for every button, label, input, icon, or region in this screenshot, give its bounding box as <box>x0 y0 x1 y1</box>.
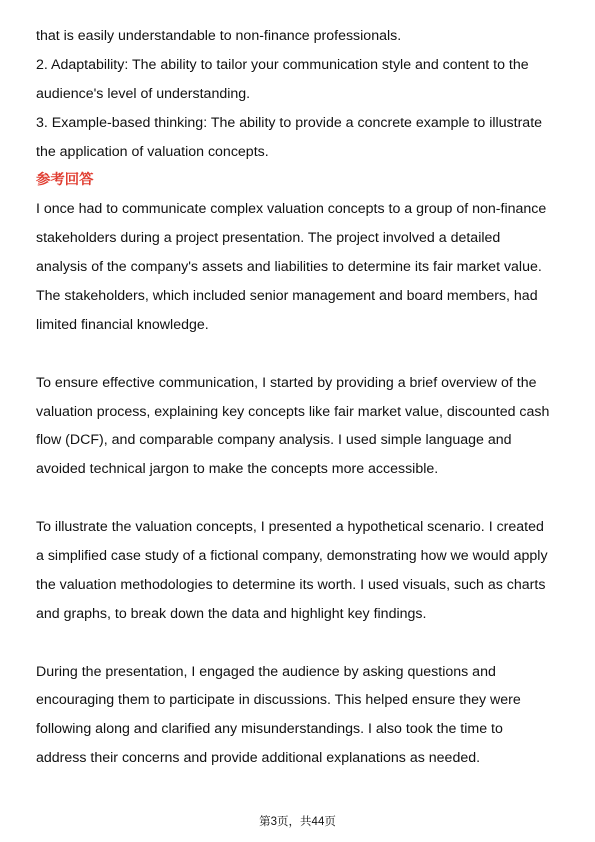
page-number: 第3页，共44页 <box>259 816 336 828</box>
intro-line: audience's level of understanding. <box>36 85 251 102</box>
paragraph-line: To ensure effective communication, I started by providing a brief overview of the <box>36 374 537 391</box>
paragraph-spacer <box>36 340 566 369</box>
paragraph-line: address their concerns and provide additional explanations as needed. <box>36 750 481 767</box>
paragraph-line: a simplified case study of a fictional company, demonstrating how we would apply <box>36 548 548 565</box>
paragraph-line: and graphs, to break down the data and highlight key findings. <box>36 605 427 622</box>
document-content <box>36 22 566 773</box>
paragraph-line: I once had to communicate complex valuation concepts to a group of non-finance <box>36 201 547 218</box>
paragraph-line: To illustrate the valuation concepts, I presented a hypothetical scenario. I created <box>36 519 544 536</box>
paragraph-line: valuation process, explaining key concepts like fair market value, discounted cash <box>36 403 550 420</box>
paragraph-line: limited financial knowledge. <box>36 316 209 333</box>
paragraph-line: flow (DCF), and comparable company analysis. I used simple language and <box>36 432 512 449</box>
paragraph-line: analysis of the company's assets and liabilities to determine its fair market value. <box>36 259 542 276</box>
paragraph-line: The stakeholders, which included senior management and board members, had <box>36 288 538 305</box>
paragraph-line: encouraging them to participate in discussions. This helped ensure they were <box>36 692 521 709</box>
intro-line: 2. Adaptability: The ability to tailor your communication style and content to the <box>36 56 529 73</box>
paragraph-line: the valuation methodologies to determine its worth. I used visuals, such as charts <box>36 576 546 593</box>
intro-line: 3. Example-based thinking: The ability to provide a concrete example to illustrate <box>36 114 543 131</box>
intro-line: the application of valuation concepts. <box>36 143 269 160</box>
paragraph-line: stakeholders during a project presentation. The project involved a detailed <box>36 230 501 247</box>
answer-heading: 参考回答 <box>36 172 94 189</box>
paragraph-spacer <box>36 629 566 658</box>
paragraph-spacer <box>36 484 566 513</box>
paragraph-line: following along and clarified any misunderstandings. I also took the time to <box>36 721 503 738</box>
paragraph-line: avoided technical jargon to make the concepts more accessible. <box>36 461 439 478</box>
paragraph-line: During the presentation, I engaged the audience by asking questions and <box>36 663 496 680</box>
intro-line: that is easily understandable to non-finance professionals. <box>36 28 402 44</box>
